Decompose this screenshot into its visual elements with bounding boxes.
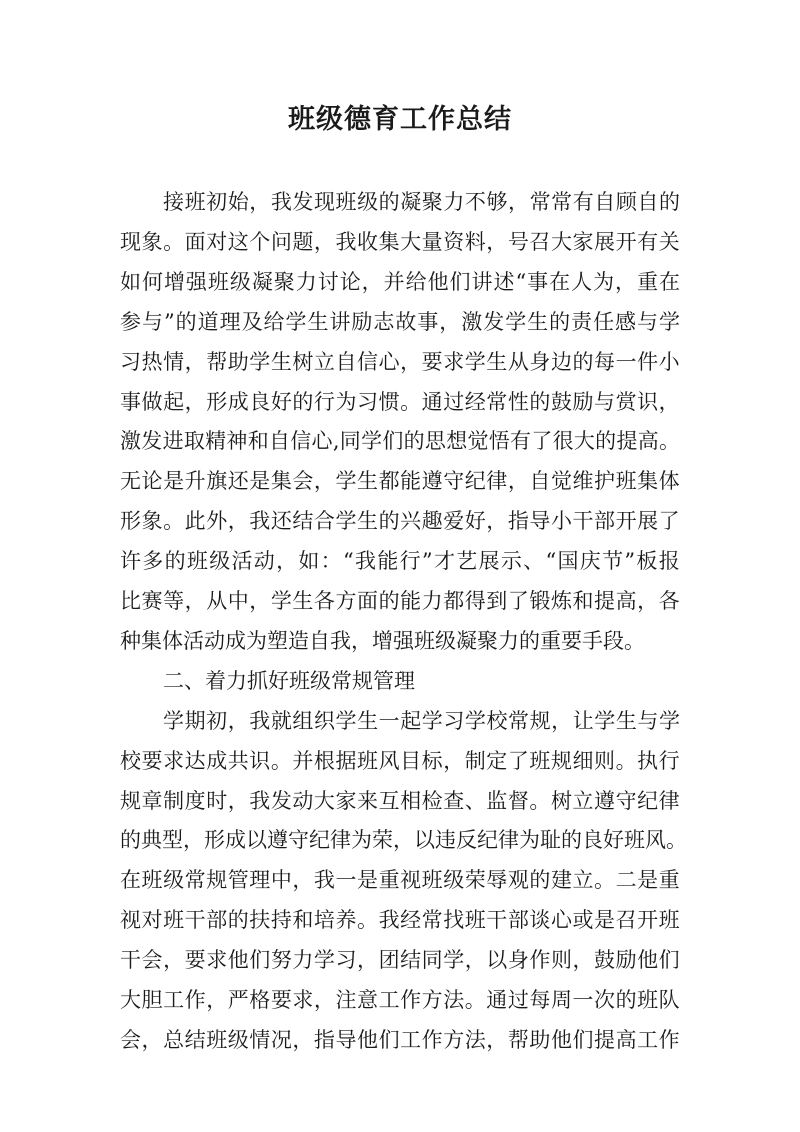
paragraph-line: 学 期 初 ， 我 就 组 织 学 生 一 起 学 习 学 校 常 规 ， 让 学 生 与 学 — [163, 708, 680, 733]
paragraph-line: 激 发 进 取 精 神 和 自 信 心 , 同 学 们 的 思 想 觉 悟 有 了 很 大 的 提 高 。 — [120, 429, 680, 454]
paragraph-line: 参 与 ” 的 道 理 及 给 学 生 讲 励 志 故 事 ， 激 发 学 生 的 责 任 感 与 学 — [120, 309, 680, 334]
document-title: 班级德育工作总结 — [288, 104, 512, 135]
paragraph-line: 如 何 增 强 班 级 凝 聚 力 讨 论 ， 并 给 他 们 讲 述 “ 事 在 人 为 ， 重 在 — [120, 269, 680, 294]
paragraph-line: 视 对 班 干 部 的 扶 持 和 培 养 。 我 经 常 找 班 干 部 谈 心 或 是 召 开 班 — [120, 908, 680, 933]
paragraph-line: 习 热 情 ， 帮 助 学 生 树 立 自 信 心 ， 要 求 学 生 从 身 边 的 每 一 件 小 — [120, 349, 680, 374]
paragraph-line: 比 赛 等 ， 从 中 ， 学 生 各 方 面 的 能 力 都 得 到 了 锻 炼 和 提 高 ， 各 — [120, 589, 680, 613]
paragraph-line: 种集体活动成为塑造自我，增强班级凝聚力的重要手段。 — [120, 628, 645, 653]
paragraph-line: 在 班 级 常 规 管 理 中 ， 我 一 是 重 视 班 级 荣 辱 观 的 建 立 。 二 是 重 — [120, 868, 680, 893]
paragraph-line: 接 班 初 始 ， 我 发 现 班 级 的 凝 聚 力 不 够 ， 常 常 有 自 顾 自 的 — [163, 190, 680, 214]
paragraph-line: 许 多 的 班 级 活 动 ， 如 ： “ 我 能 行 ” 才 艺 展 示 、 “ 国 庆 节 ” 板 报 — [120, 549, 680, 574]
paragraph-line: 事 做 起 ， 形 成 良 好 的 行 为 习 惯 。 通 过 经 常 性 的 鼓 励 与 赏 识 ， — [120, 389, 680, 414]
paragraph-line: 干 会 ， 要 求 他 们 努 力 学 习 ， 团 结 同 学 ， 以 身 作 则 ， 鼓 励 他 们 — [120, 948, 680, 973]
paragraph-line: 无 论 是 升 旗 还 是 集 会 ， 学 生 都 能 遵 守 纪 律 ， 自 觉 维 护 班 集 体 — [120, 469, 680, 494]
paragraph-line: 大 胆 工 作 ， 严 格 要 求 ， 注 意 工 作 方 法 。 通 过 每 周 一 次 的 班 队 — [120, 988, 680, 1012]
paragraph-line: 二、着力抓好班级常规管理 — [163, 668, 415, 693]
paragraph-line: 现 象 。 面 对 这 个 问 题 ， 我 收 集 大 量 资 料 ， 号 召 大 家 展 开 有 关 — [120, 229, 680, 254]
paragraph-line: 形 象 。 此 外 ， 我 还 结 合 学 生 的 兴 趣 爱 好 ， 指 导 小 干 部 开 展 了 — [120, 509, 680, 534]
paragraph-line: 会 ， 总 结 班 级 情 况 ， 指 导 他 们 工 作 方 法 ， 帮 助 他 们 提 高 工 作 — [120, 1027, 680, 1052]
paragraph-line: 校 要 求 达 成 共 识 。 并 根 据 班 风 目 标 ， 制 定 了 班 规 细 则 。 执 行 — [120, 748, 680, 773]
paragraph-line: 的 典 型 ， 形 成 以 遵 守 纪 律 为 荣 ， 以 违 反 纪 律 为 耻 的 良 好 班 风 。 — [120, 828, 687, 853]
paragraph-line: 规 章 制 度 时 ， 我 发 动 大 家 来 互 相 检 查 、 监 督 。 树 立 遵 守 纪 律 — [120, 788, 680, 813]
